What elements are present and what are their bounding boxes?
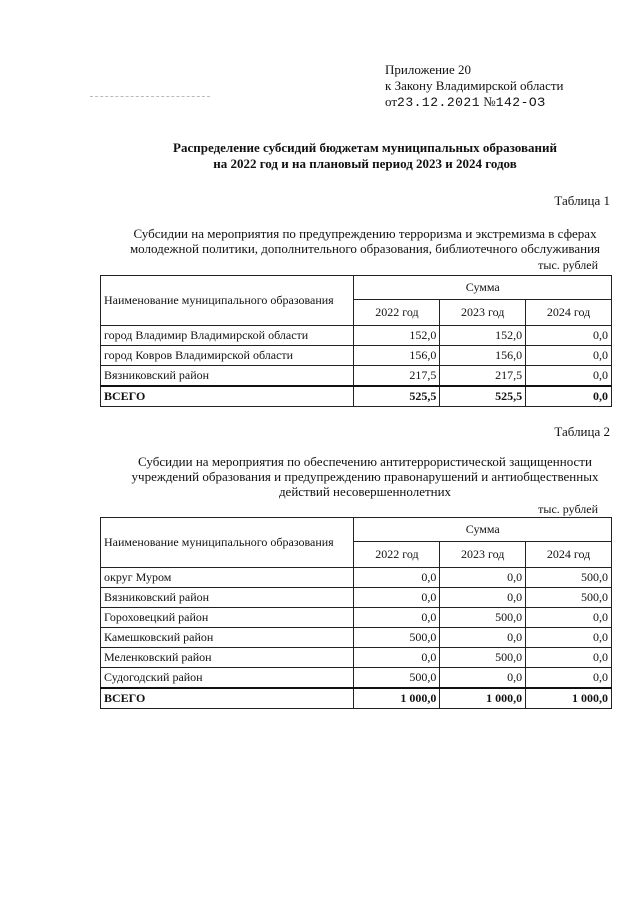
- value-2024: 0,0: [526, 648, 612, 668]
- table1-year-2022: 2022 год: [354, 300, 440, 326]
- value-2024: 0,0: [526, 366, 612, 387]
- row-name: Вязниковский район: [101, 588, 354, 608]
- table1-subtitle: [100, 226, 630, 256]
- row-name: город Владимир Владимирской области: [101, 326, 354, 346]
- table1-header-sum: Сумма: [354, 276, 612, 300]
- value-2022: 500,0: [354, 628, 440, 648]
- scan-artifact: [90, 96, 210, 99]
- row-name: Судогодский район: [101, 668, 354, 689]
- value-2022: 500,0: [354, 668, 440, 689]
- total-2023: 525,5: [440, 386, 526, 407]
- row-name: город Ковров Владимирской области: [101, 346, 354, 366]
- appendix-line1: Приложение 20: [385, 62, 472, 77]
- value-2022: 0,0: [354, 588, 440, 608]
- appendix-line2: к Закону Владимирской области: [385, 78, 564, 93]
- table2-year-2023: 2023 год: [440, 542, 526, 568]
- table-row: [101, 588, 612, 608]
- value-2024: 0,0: [526, 326, 612, 346]
- value-2024: 0,0: [526, 628, 612, 648]
- table2-year-2024: 2024 год: [526, 542, 612, 568]
- value-2023: 500,0: [440, 608, 526, 628]
- table2-header-name: Наименование муниципального образования: [101, 518, 354, 568]
- row-name: Гороховецкий район: [101, 608, 354, 628]
- title-line1: Распределение субсидий бюджетам муниципальных образований: [173, 140, 557, 155]
- table-row: [101, 668, 612, 689]
- appendix-date-line: [385, 94, 563, 111]
- row-name: округ Муром: [101, 568, 354, 588]
- value-2022: 0,0: [354, 568, 440, 588]
- value-2022: 152,0: [354, 326, 440, 346]
- table-row: [101, 346, 612, 366]
- table1-year-2023: 2023 год: [440, 300, 526, 326]
- date-prefix: от: [385, 94, 398, 109]
- total-2023: 1 000,0: [440, 688, 526, 709]
- table2-subtitle-line2: учреждений образования и предупреждению правонарушений и антиобщественных: [131, 469, 599, 484]
- date-stamp: 23.12.2021: [397, 95, 481, 110]
- table-row: [101, 628, 612, 648]
- value-2024: 0,0: [526, 346, 612, 366]
- value-2023: 0,0: [440, 628, 526, 648]
- row-name: Камешковский район: [101, 628, 354, 648]
- table-row: [101, 648, 612, 668]
- value-2024: 500,0: [526, 568, 612, 588]
- title-line2: на 2022 год и на плановый период 2023 и 2024 годов: [213, 156, 517, 171]
- value-2023: 0,0: [440, 588, 526, 608]
- value-2022: 156,0: [354, 346, 440, 366]
- table2: [100, 517, 612, 709]
- value-2023: 217,5: [440, 366, 526, 387]
- table1-units: тыс. рублей: [538, 258, 598, 272]
- total-label: ВСЕГО: [101, 688, 354, 709]
- value-2022: 0,0: [354, 648, 440, 668]
- table2-header-sum: Сумма: [354, 518, 612, 542]
- table1-subtitle-line2: молодежной политики, дополнительного образования, библиотечного обслуживания: [129, 241, 601, 256]
- row-name: Меленковский район: [101, 648, 354, 668]
- table2-subtitle: [100, 454, 630, 499]
- total-2024: 0,0: [526, 386, 612, 407]
- table2-subtitle-line1: Субсидии на мероприятия по обеспечению антитеррористической защищенности: [138, 454, 592, 469]
- table1-subtitle-line1: Субсидии на мероприятия по предупреждению терроризма и экстремизма в сферах: [133, 226, 597, 241]
- row-name: Вязниковский район: [101, 366, 354, 387]
- table-row: [101, 568, 612, 588]
- table2-subtitle-line3: действий несовершеннолетних: [278, 484, 452, 499]
- value-2023: 0,0: [440, 668, 526, 689]
- table-row: [101, 326, 612, 346]
- value-2022: 217,5: [354, 366, 440, 387]
- table1-year-2024: 2024 год: [526, 300, 612, 326]
- table1-header-name: Наименование муниципального образования: [101, 276, 354, 326]
- value-2024: 0,0: [526, 668, 612, 689]
- value-2023: 500,0: [440, 648, 526, 668]
- total-label: ВСЕГО: [101, 386, 354, 407]
- value-2024: 0,0: [526, 608, 612, 628]
- total-2022: 525,5: [354, 386, 440, 407]
- table1: [100, 275, 612, 407]
- total-2024: 1 000,0: [526, 688, 612, 709]
- number-stamp: 142-ОЗ: [495, 95, 546, 110]
- number-prefix: №: [483, 94, 496, 109]
- table-row: [101, 366, 612, 387]
- total-row: [101, 688, 612, 709]
- document-title: [100, 140, 630, 172]
- value-2023: 156,0: [440, 346, 526, 366]
- table2-label: Таблица 2: [554, 424, 610, 439]
- value-2024: 500,0: [526, 588, 612, 608]
- total-row: [101, 386, 612, 407]
- value-2023: 0,0: [440, 568, 526, 588]
- appendix-block: [385, 62, 563, 111]
- table1-label: Таблица 1: [554, 193, 610, 208]
- value-2023: 152,0: [440, 326, 526, 346]
- total-2022: 1 000,0: [354, 688, 440, 709]
- value-2022: 0,0: [354, 608, 440, 628]
- table2-year-2022: 2022 год: [354, 542, 440, 568]
- table-row: [101, 608, 612, 628]
- table2-units: тыс. рублей: [538, 502, 598, 516]
